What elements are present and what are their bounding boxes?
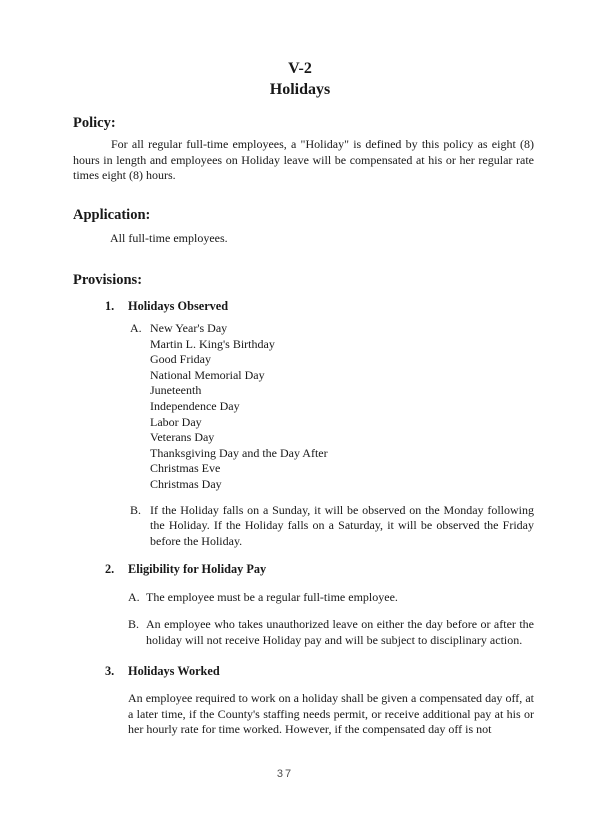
holiday-item: National Memorial Day xyxy=(150,367,265,382)
provision-3-paragraph: An employee required to work on a holiday shall be given a compensated day off, at a later time, if the County's staffing needs permit, or receive additional pay at his or her hourly rate for time worked. However, if the compensated day off is not xyxy=(128,691,534,737)
holiday-item: Christmas Eve xyxy=(150,461,221,476)
provision-2-sub-a xyxy=(128,590,534,606)
page-title xyxy=(0,58,600,100)
provision-1-title: Holidays Observed xyxy=(128,299,229,314)
provision-3-heading xyxy=(105,664,534,680)
application-heading: Application: xyxy=(73,206,151,223)
provision-2-sub-b-text: An employee who takes unauthorized leave on either the day before or after the holiday will not receive Holiday pay and will be subject to disciplinary action. xyxy=(146,617,534,648)
provisions-heading: Provisions: xyxy=(73,272,143,289)
document-content xyxy=(73,115,534,738)
document-page xyxy=(0,58,600,834)
policy-code: V-2 xyxy=(288,60,312,77)
provision-3-title: Holidays Worked xyxy=(128,663,220,678)
holiday-item: Juneteenth xyxy=(150,383,202,398)
provision-1-sub-a xyxy=(130,321,534,493)
provision-2-title: Eligibility for Holiday Pay xyxy=(128,562,267,577)
page-number: 37 xyxy=(276,768,294,780)
policy-heading: Policy: xyxy=(73,115,116,131)
provision-1-sub-b-label: B. xyxy=(130,502,142,517)
provision-1-number: 1. xyxy=(105,299,115,314)
provision-2-number: 2. xyxy=(105,562,115,577)
provision-3-number: 3. xyxy=(105,663,115,678)
provision-1-heading xyxy=(105,299,534,315)
provision-2-heading xyxy=(105,562,534,578)
provision-2-sub-b xyxy=(128,617,534,648)
policy-name: Holidays xyxy=(269,81,331,98)
policy-paragraph: For all regular full-time employees, a "Holiday" is defined by this policy as eight (8) hours in length and employees on Holiday leave will be compensated at his or her regular rate times eight (8) hours. xyxy=(73,137,534,183)
provision-1-sub-b xyxy=(130,503,534,550)
holiday-item: Veterans Day xyxy=(150,430,215,445)
provision-2-sub-a-label: A. xyxy=(128,589,140,604)
holiday-item: Martin L. King's Birthday xyxy=(150,336,275,351)
holiday-item: Christmas Day xyxy=(150,476,222,491)
provision-1-sub-a-label: A. xyxy=(130,320,142,335)
provision-2-sub-a-text: The employee must be a regular full-time employee. xyxy=(146,589,398,604)
holiday-item: Thanksgiving Day and the Day After xyxy=(150,445,328,460)
holiday-list xyxy=(150,321,328,493)
holiday-item: Independence Day xyxy=(150,398,240,413)
application-paragraph: All full-time employees. xyxy=(110,230,228,245)
holiday-item: Labor Day xyxy=(150,414,202,429)
holiday-item: New Year's Day xyxy=(150,320,228,335)
holiday-item: Good Friday xyxy=(150,352,211,367)
provision-2-sub-b-label: B. xyxy=(128,617,140,632)
provision-1-sub-b-text: If the Holiday falls on a Sunday, it will be observed on the Monday following the Holiday. If the Holiday falls on a Saturday, it will be observed the Friday before the Holiday. xyxy=(150,502,534,548)
